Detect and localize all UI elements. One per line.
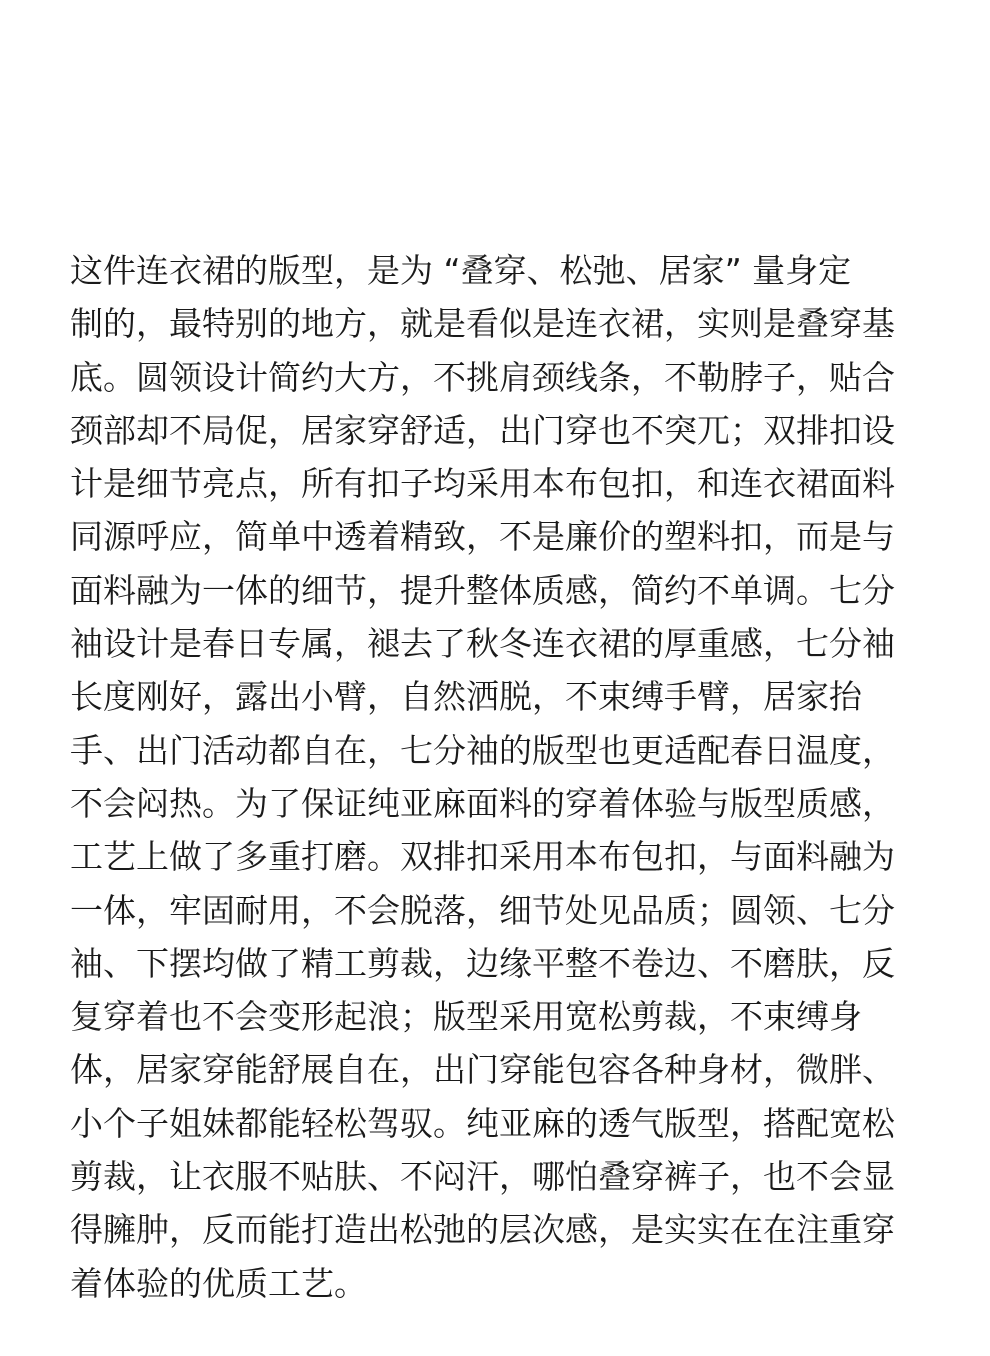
paragraph-line: 复穿着也不会变形起浪；版型采用宽松剪裁，不束缚身 (70, 997, 862, 1037)
paragraph-line: 着体验的优质工艺。 (70, 1263, 367, 1303)
paragraph-line: 袖、下摆均做了精工剪裁，边缘平整不卷边、不磨肤，反 (70, 943, 895, 983)
paragraph-line: 手、出门活动都自在，七分袖的版型也更适配春日温度， (70, 730, 895, 770)
paragraph-line: 不会闷热。为了保证纯亚麻面料的穿着体验与版型质感， (70, 783, 895, 823)
paragraph-line: 面料融为一体的细节，提升整体质感，简约不单调。七分 (70, 570, 895, 610)
paragraph-line: 小个子姐妹都能轻松驾驭。纯亚麻的透气版型，搭配宽松 (70, 1103, 895, 1143)
paragraph-line: 得臃肿，反而能打造出松弛的层次感，是实实在在注重穿 (70, 1210, 895, 1250)
paragraph-line: 制的，最特别的地方，就是看似是连衣裙，实则是叠穿基 (70, 304, 895, 344)
paragraph-line: 长度刚好，露出小臂，自然洒脱，不束缚手臂，居家抬 (70, 677, 862, 717)
paragraph-line: 一体，牢固耐用，不会脱落，细节处见品质；圆领、七分 (70, 890, 895, 930)
paragraph-line: 这件连衣裙的版型，是为 “叠穿、松弛、居家” 量身定 (70, 251, 852, 290)
paragraph-line: 同源呼应，简单中透着精致，不是廉价的塑料扣，而是与 (70, 517, 895, 557)
paragraph-line: 剪裁，让衣服不贴肤、不闷汗，哪怕叠穿裤子，也不会显 (70, 1157, 895, 1197)
article-body (70, 244, 920, 1310)
paragraph-line: 袖设计是春日专属，褪去了秋冬连衣裙的厚重感，七分袖 (70, 624, 895, 664)
paragraph-line: 颈部却不局促，居家穿舒适，出门穿也不突兀；双排扣设 (70, 410, 895, 450)
paragraph-line: 计是细节亮点，所有扣子均采用本布包扣，和连衣裙面料 (70, 464, 895, 504)
paragraph-line: 工艺上做了多重打磨。双排扣采用本布包扣，与面料融为 (70, 837, 895, 877)
paragraph-line: 体，居家穿能舒展自在，出门穿能包容各种身材，微胖、 (70, 1050, 895, 1090)
paragraph-line: 底。圆领设计简约大方，不挑肩颈线条，不勒脖子，贴合 (70, 357, 895, 397)
